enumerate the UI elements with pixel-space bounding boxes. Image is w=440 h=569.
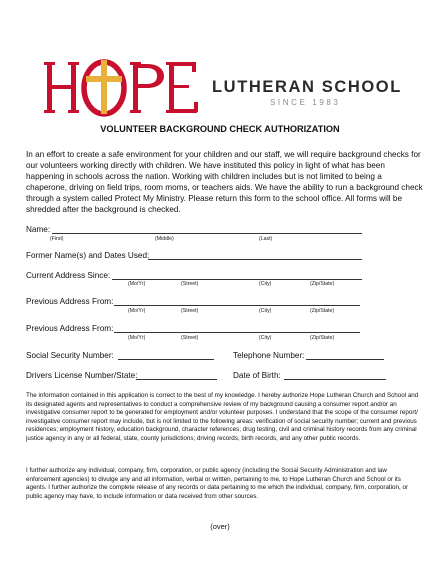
name-middle-hint: (Middle) — [155, 236, 174, 242]
current-address-zip-hint: (Zip/State) — [310, 281, 335, 287]
school-name: LUTHERAN SCHOOL — [212, 78, 402, 96]
drivers-license-input-line[interactable] — [136, 379, 217, 380]
previous-address-2-moyr-hint: (Mo/Yr) — [128, 335, 146, 341]
name-input-line[interactable] — [52, 233, 362, 234]
hope-logo — [42, 52, 202, 122]
drivers-license-label: Drivers License Number/State: — [26, 371, 138, 380]
name-label: Name: — [26, 225, 51, 234]
previous-address-2-label: Previous Address From: — [26, 324, 114, 333]
intro-paragraph: In an effort to create a safe environment for your children and our staff, we will require background checks for our volunteers working directly with children. We have instituted this policy in light of what has been happening in schools across the nation. Working with children includes but is not limited to being a chaperone, driving on field trips, room moms, or teachers aids. We have the ability to run a background check through a system called Protect My Ministry. Please return this form to the school office. All forms will be shredded after the background is checked. — [26, 150, 423, 214]
previous-address-1-input-line[interactable] — [114, 305, 360, 306]
document-title: VOLUNTEER BACKGROUND CHECK AUTHORIZATION — [100, 124, 340, 134]
former-names-input-line[interactable] — [148, 259, 362, 260]
date-of-birth-input-line[interactable] — [284, 379, 386, 380]
previous-address-1-moyr-hint: (Mo/Yr) — [128, 308, 146, 314]
previous-address-2-zip-hint: (Zip/State) — [310, 335, 335, 341]
current-address-street-hint: (Street) — [181, 281, 199, 287]
previous-address-2-input-line[interactable] — [114, 332, 360, 333]
current-address-moyr-hint: (Mo/Yr) — [128, 281, 146, 287]
current-address-input-line[interactable] — [112, 279, 362, 280]
previous-address-2-street-hint: (Street) — [181, 335, 199, 341]
hope-logo-icon — [42, 52, 202, 122]
previous-address-1-street-hint: (Street) — [181, 308, 199, 314]
current-address-city-hint: (City) — [259, 281, 272, 287]
date-of-birth-label: Date of Birth: — [233, 371, 281, 380]
former-names-label: Former Name(s) and Dates Used: — [26, 251, 150, 260]
authorization-paragraph-2: I further authorize any individual, company, firm, corporation, or public agency (including the Social Security Administration and law enforcement agencies) to divulge any and all information, verbal or written, pertaining to me, to Hope Lutheran Church and School or its agents. I further authorize the complete release of any records or data pertaining to me which the individual, company, firm, corporation, or public agency may have, to include information or data received from other sources. — [26, 467, 409, 500]
name-first-hint: (First) — [50, 236, 64, 242]
name-last-hint: (Last) — [259, 236, 273, 242]
over-note: (over) — [210, 522, 230, 531]
ssn-input-line[interactable] — [118, 359, 214, 360]
previous-address-1-label: Previous Address From: — [26, 297, 114, 306]
previous-address-2-city-hint: (City) — [259, 335, 272, 341]
current-address-label: Current Address Since: — [26, 271, 111, 280]
previous-address-1-zip-hint: (Zip/State) — [310, 308, 335, 314]
telephone-input-line[interactable] — [306, 359, 384, 360]
ssn-label: Social Security Number: — [26, 351, 114, 360]
school-since: SINCE 1983 — [270, 98, 341, 107]
previous-address-1-city-hint: (City) — [259, 308, 272, 314]
authorization-paragraph-1: The information contained in this application is correct to the best of my knowledge. I hereby authorize Hope Lutheran Church and School and its designated agents and representatives to conduct a comprehensive review of my background causing a consumer report and/or an investigative consumer report to be generated for employment and/or volunteer purposes. I understand that the scope of the consumer report/ investigative consumer report may include, but is not limited to the following areas: verification of social security number; current and previous residences; employment history, education background, character references; drug testing, civil and criminal history records from any criminal justice agency in any or all federal, state, county jurisdictions; driving records, birth records, and any other public records. — [26, 392, 419, 442]
telephone-label: Telephone Number: — [233, 351, 305, 360]
